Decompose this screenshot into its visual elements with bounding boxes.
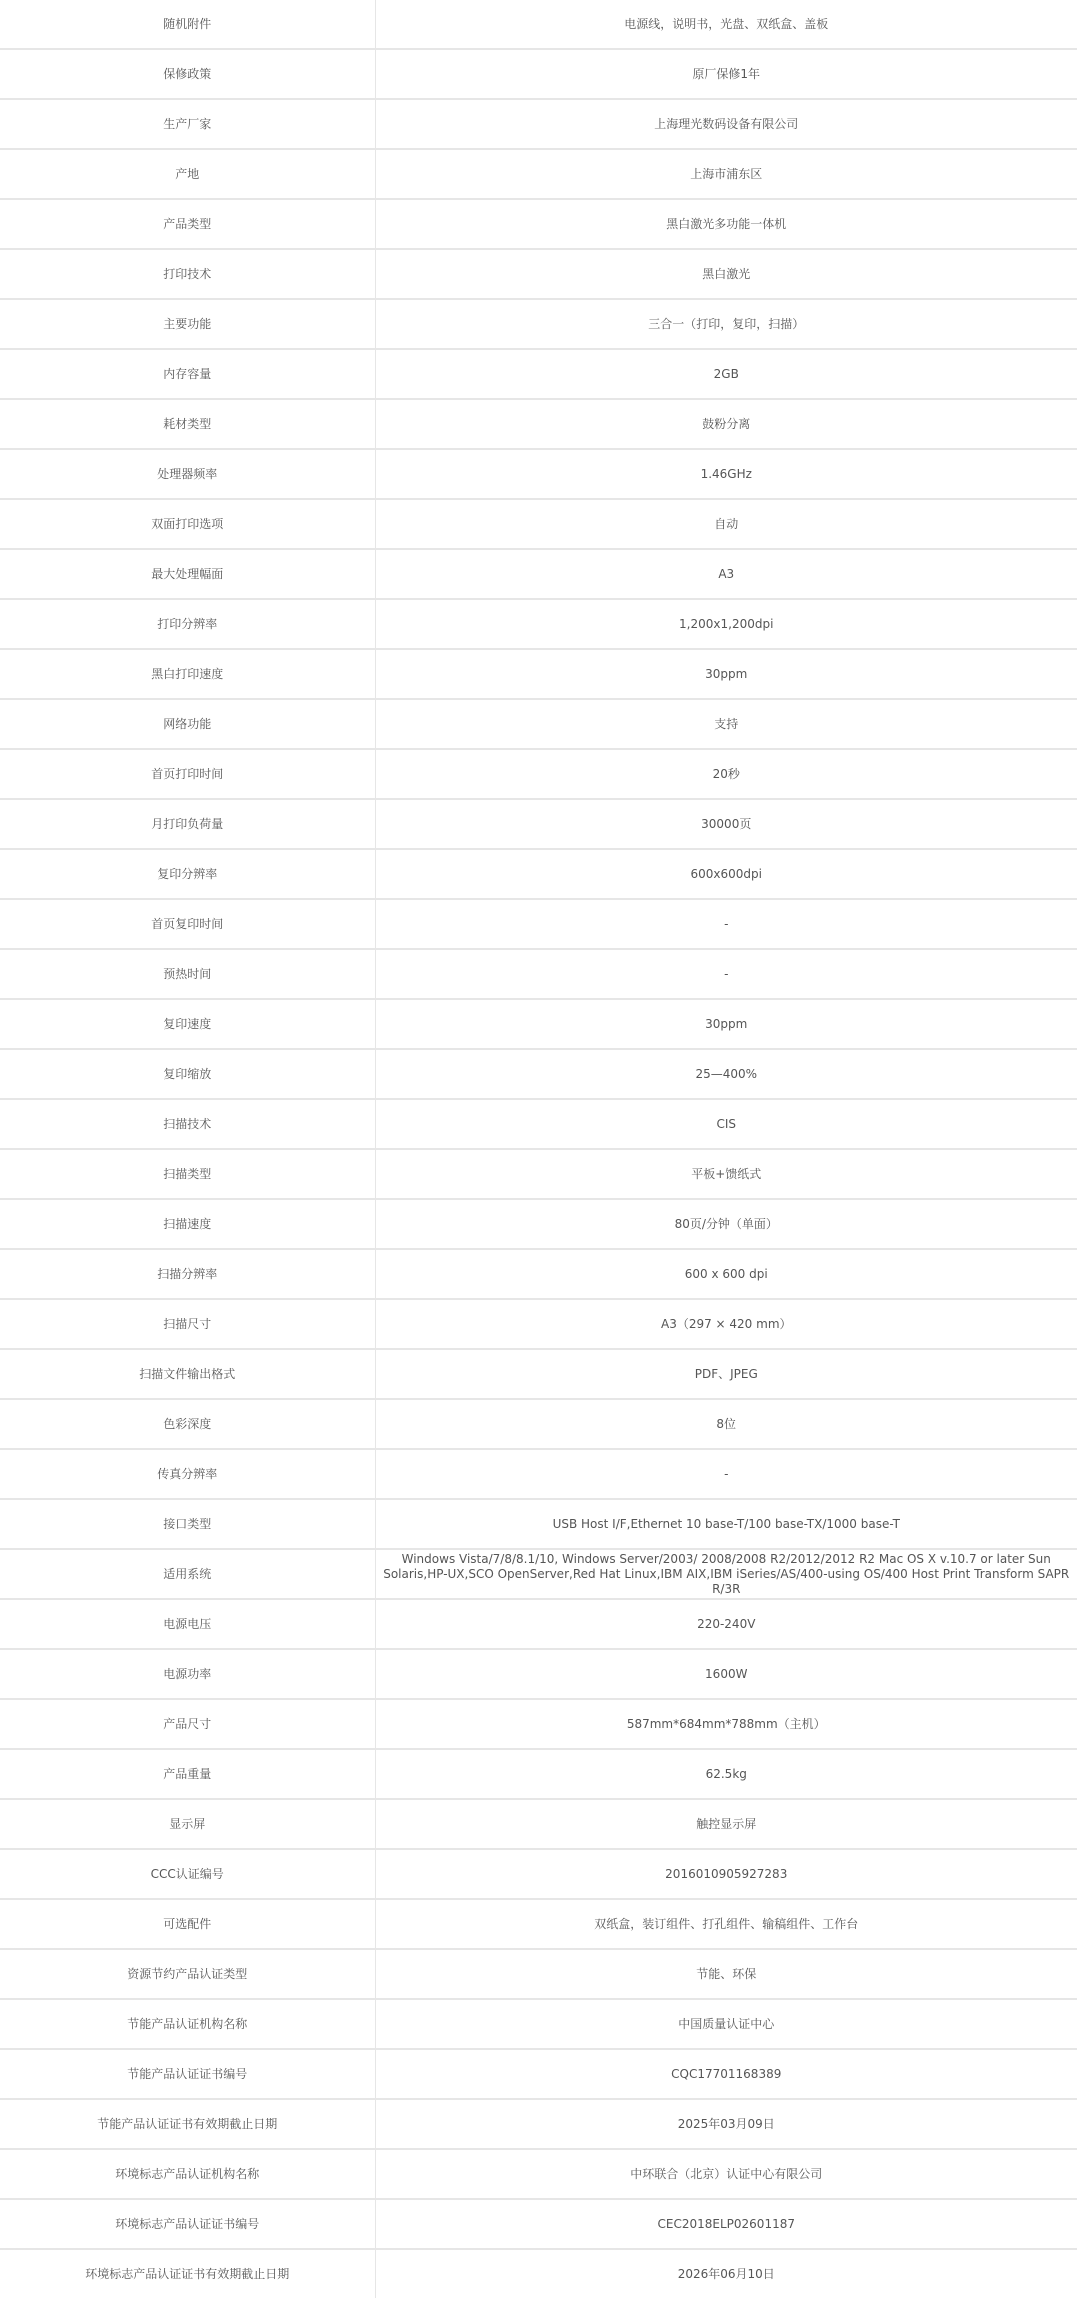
spec-row	[0, 449, 1077, 499]
spec-row	[0, 2249, 1077, 2298]
spec-name: 扫描速度	[0, 1199, 375, 1249]
spec-row	[0, 899, 1077, 949]
spec-name: 复印缩放	[0, 1049, 375, 1099]
spec-name: 传真分辨率	[0, 1449, 375, 1499]
spec-row	[0, 349, 1077, 399]
spec-row	[0, 1949, 1077, 1999]
spec-name: 资源节约产品认证类型	[0, 1949, 375, 1999]
spec-name: 环境标志产品认证证书有效期截止日期	[0, 2249, 375, 2298]
spec-row	[0, 1599, 1077, 1649]
spec-value: -	[375, 899, 1077, 949]
spec-name: 黑白打印速度	[0, 649, 375, 699]
spec-row	[0, 1099, 1077, 1149]
spec-row	[0, 599, 1077, 649]
spec-row	[0, 1999, 1077, 2049]
spec-name: 产品类型	[0, 199, 375, 249]
spec-name: 打印分辨率	[0, 599, 375, 649]
spec-row	[0, 2149, 1077, 2199]
spec-value: 中环联合（北京）认证中心有限公司	[375, 2149, 1077, 2199]
spec-value: CEC2018ELP02601187	[375, 2199, 1077, 2249]
spec-row	[0, 749, 1077, 799]
spec-name: 保修政策	[0, 49, 375, 99]
spec-row	[0, 99, 1077, 149]
spec-name: 节能产品认证机构名称	[0, 1999, 375, 2049]
spec-row	[0, 799, 1077, 849]
spec-value: 600 x 600 dpi	[375, 1249, 1077, 1299]
spec-value: 原厂保修1年	[375, 49, 1077, 99]
spec-value: 中国质量认证中心	[375, 1999, 1077, 2049]
spec-name: 适用系统	[0, 1549, 375, 1599]
spec-name: 首页打印时间	[0, 749, 375, 799]
spec-value: 电源线，说明书，光盘、双纸盒、盖板	[375, 0, 1077, 49]
spec-name: 首页复印时间	[0, 899, 375, 949]
spec-value: 80页/分钟（单面）	[375, 1199, 1077, 1249]
spec-row	[0, 1399, 1077, 1449]
spec-value: 30000页	[375, 799, 1077, 849]
spec-value: 30ppm	[375, 649, 1077, 699]
spec-row	[0, 2049, 1077, 2099]
spec-value: CQC17701168389	[375, 2049, 1077, 2099]
spec-name: 月打印负荷量	[0, 799, 375, 849]
spec-row	[0, 1199, 1077, 1249]
spec-value: -	[375, 949, 1077, 999]
spec-value: CIS	[375, 1099, 1077, 1149]
spec-row	[0, 299, 1077, 349]
spec-row	[0, 399, 1077, 449]
spec-name: 内存容量	[0, 349, 375, 399]
spec-row	[0, 2199, 1077, 2249]
spec-name: 节能产品认证证书编号	[0, 2049, 375, 2099]
spec-row	[0, 499, 1077, 549]
spec-name: 生产厂家	[0, 99, 375, 149]
spec-row	[0, 849, 1077, 899]
spec-row	[0, 1899, 1077, 1949]
spec-value: 节能、环保	[375, 1949, 1077, 1999]
spec-row	[0, 1499, 1077, 1549]
spec-value: 2016010905927283	[375, 1849, 1077, 1899]
spec-row	[0, 149, 1077, 199]
spec-value: 1.46GHz	[375, 449, 1077, 499]
spec-name: 扫描分辨率	[0, 1249, 375, 1299]
spec-name: 扫描类型	[0, 1149, 375, 1199]
spec-name: 打印技术	[0, 249, 375, 299]
spec-row	[0, 0, 1077, 49]
spec-value: 上海市浦东区	[375, 149, 1077, 199]
spec-value: A3（297 × 420 mm）	[375, 1299, 1077, 1349]
spec-value: 2GB	[375, 349, 1077, 399]
spec-row	[0, 49, 1077, 99]
spec-value: 双纸盒，装订组件、打孔组件、输稿组件、工作台	[375, 1899, 1077, 1949]
spec-name: 扫描尺寸	[0, 1299, 375, 1349]
spec-name: 扫描文件输出格式	[0, 1349, 375, 1399]
spec-name: 色彩深度	[0, 1399, 375, 1449]
spec-name: 随机附件	[0, 0, 375, 49]
spec-value: 587mm*684mm*788mm（主机）	[375, 1699, 1077, 1749]
spec-value: Windows Vista/7/8/8.1/10, Windows Server/2003/ 2008/2008 R2/2012/2012 R2 Mac OS X v.10.7 or later Sun Solaris,HP-UX,SCO OpenServer,Red Hat Linux,IBM AIX,IBM iSeries/AS/400-using OS/400 Host Print Transform SAPR R/3R	[375, 1549, 1077, 1599]
spec-row	[0, 1299, 1077, 1349]
spec-value: -	[375, 1449, 1077, 1499]
spec-row	[0, 1699, 1077, 1749]
spec-value: 220-240V	[375, 1599, 1077, 1649]
spec-name: 复印速度	[0, 999, 375, 1049]
spec-name: 复印分辨率	[0, 849, 375, 899]
spec-name: 电源功率	[0, 1649, 375, 1699]
spec-value: 触控显示屏	[375, 1799, 1077, 1849]
spec-name: 产地	[0, 149, 375, 199]
spec-value: PDF、JPEG	[375, 1349, 1077, 1399]
spec-row	[0, 2099, 1077, 2149]
spec-name: 预热时间	[0, 949, 375, 999]
spec-value: 2025年03月09日	[375, 2099, 1077, 2149]
spec-name: 产品尺寸	[0, 1699, 375, 1749]
spec-value: 支持	[375, 699, 1077, 749]
spec-value: 黑白激光	[375, 249, 1077, 299]
spec-name: 接口类型	[0, 1499, 375, 1549]
spec-row	[0, 1349, 1077, 1399]
spec-row	[0, 1149, 1077, 1199]
spec-value: 黑白激光多功能一体机	[375, 199, 1077, 249]
spec-row	[0, 999, 1077, 1049]
spec-row	[0, 1749, 1077, 1799]
spec-value: 25—400%	[375, 1049, 1077, 1099]
spec-value: 三合一（打印，复印，扫描）	[375, 299, 1077, 349]
spec-name: CCC认证编号	[0, 1849, 375, 1899]
spec-name: 节能产品认证证书有效期截止日期	[0, 2099, 375, 2149]
spec-value: 平板+馈纸式	[375, 1149, 1077, 1199]
spec-name: 双面打印选项	[0, 499, 375, 549]
spec-name: 显示屏	[0, 1799, 375, 1849]
spec-row	[0, 699, 1077, 749]
spec-value: 鼓粉分离	[375, 399, 1077, 449]
spec-value: 8位	[375, 1399, 1077, 1449]
spec-name: 网络功能	[0, 699, 375, 749]
spec-name: 扫描技术	[0, 1099, 375, 1149]
spec-value: 2026年06月10日	[677, 2266, 775, 2281]
spec-row	[0, 649, 1077, 699]
spec-name: 处理器频率	[0, 449, 375, 499]
spec-name: 可选配件	[0, 1899, 375, 1949]
spec-value: 30ppm	[375, 999, 1077, 1049]
spec-row	[0, 199, 1077, 249]
spec-value: 20秒	[375, 749, 1077, 799]
spec-value: 62.5kg	[375, 1749, 1077, 1799]
spec-value: A3	[375, 549, 1077, 599]
spec-name: 电源电压	[0, 1599, 375, 1649]
spec-name: 环境标志产品认证机构名称	[0, 2149, 375, 2199]
spec-name: 环境标志产品认证证书编号	[0, 2199, 375, 2249]
spec-row	[0, 1849, 1077, 1899]
spec-row	[0, 1049, 1077, 1099]
spec-value: 1,200x1,200dpi	[375, 599, 1077, 649]
spec-row	[0, 949, 1077, 999]
spec-name: 主要功能	[0, 299, 375, 349]
spec-name: 耗材类型	[0, 399, 375, 449]
spec-row	[0, 1249, 1077, 1299]
spec-value: 600x600dpi	[375, 849, 1077, 899]
spec-value: 自动	[375, 499, 1077, 549]
spec-value: USB Host I/F,Ethernet 10 base-T/100 base-TX/1000 base-T	[375, 1499, 1077, 1549]
spec-name: 产品重量	[0, 1749, 375, 1799]
spec-row	[0, 1799, 1077, 1849]
spec-name: 最大处理幅面	[0, 549, 375, 599]
spec-row	[0, 1649, 1077, 1699]
spec-row	[0, 549, 1077, 599]
spec-row	[0, 249, 1077, 299]
spec-row	[0, 1549, 1077, 1599]
spec-value: 1600W	[375, 1649, 1077, 1699]
spec-value: 上海理光数码设备有限公司	[375, 99, 1077, 149]
spec-row	[0, 1449, 1077, 1499]
